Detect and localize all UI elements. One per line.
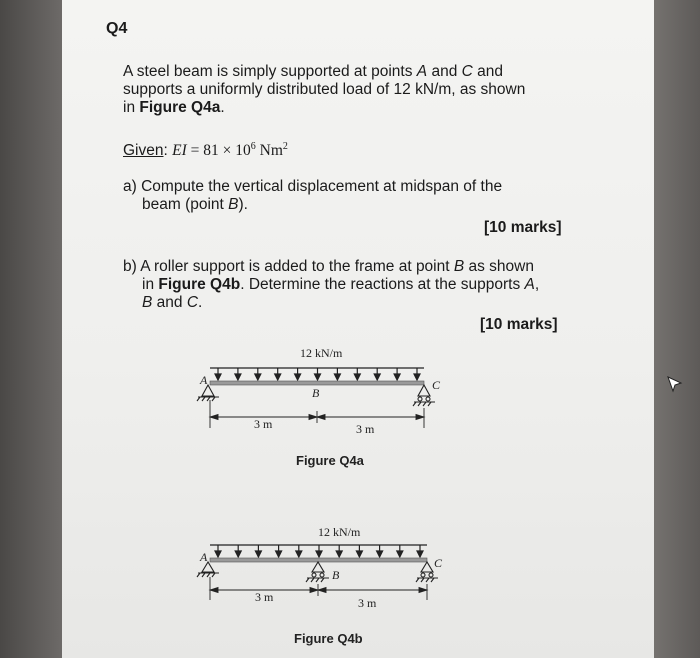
udl-arrows-a (210, 368, 424, 380)
roller-support-b (306, 562, 329, 582)
question-sheet (62, 0, 654, 658)
part-a-line-2: beam (point B). (142, 196, 248, 213)
caption-q4b: Figure Q4b (294, 631, 363, 646)
load-arrowhead (354, 374, 360, 380)
part-b-line-1: b) A roller support is added to the frame at point B as shown (123, 258, 534, 275)
load-arrowhead (295, 374, 301, 380)
load-arrowhead (296, 551, 302, 557)
dim-right-b: 3 m (358, 596, 377, 610)
label-c-a: C (432, 378, 441, 392)
intro-line-3: in Figure Q4a. (123, 99, 225, 116)
part-b-line-3: B and C. (142, 294, 203, 311)
load-arrowhead (215, 551, 221, 557)
dimension-line-b (210, 577, 427, 600)
part-b-marks: [10 marks] (480, 316, 558, 333)
load-arrowhead (235, 551, 241, 557)
question-label: Q4 (106, 20, 128, 37)
dim-left-b: 3 m (255, 590, 274, 604)
part-a-marks: [10 marks] (484, 219, 562, 236)
dim-right-a: 3 m (356, 422, 375, 436)
figure-q4a (62, 0, 654, 658)
load-arrowhead (255, 551, 261, 557)
label-a-a: A (200, 373, 208, 387)
part-a-line-1: a) Compute the vertical displacement at midspan of the (123, 178, 503, 195)
pin-support-a (197, 385, 219, 401)
label-c-b: C (434, 556, 443, 570)
load-arrowhead (215, 374, 221, 380)
part-b-line-2: in Figure Q4b. Determine the reactions at the supports A, (142, 276, 540, 293)
label-b-b: B (332, 568, 340, 582)
load-arrowhead (414, 374, 420, 380)
load-arrowhead (377, 551, 383, 557)
beam-a (210, 381, 424, 385)
intro-line-2: supports a uniformly distributed load of 12 kN/m, as shown (123, 81, 526, 98)
beam-b (210, 558, 427, 562)
mouse-pointer-icon (666, 375, 684, 393)
load-arrowhead (316, 551, 322, 557)
udl-arrows-b (210, 545, 427, 557)
load-label-a: 12 kN/m (300, 346, 343, 360)
given-line: Given: EI = $81 \times 10^6$ Nm$^2$ (123, 141, 288, 160)
intro-line-1: A steel beam is simply supported at points A and C and (123, 63, 503, 80)
load-arrowhead (315, 374, 321, 380)
load-arrowhead (334, 374, 340, 380)
dimension-line-a (210, 400, 424, 428)
load-arrowhead (356, 551, 362, 557)
load-arrowhead (235, 374, 241, 380)
background-right (654, 0, 700, 658)
load-arrowhead (374, 374, 380, 380)
load-arrowhead (276, 551, 282, 557)
load-label-b: 12 kN/m (318, 525, 361, 539)
load-arrowhead (397, 551, 403, 557)
label-b-a: B (312, 386, 320, 400)
load-arrowhead (336, 551, 342, 557)
load-arrowhead (394, 374, 400, 380)
load-arrowhead (275, 374, 281, 380)
load-arrowhead (255, 374, 261, 380)
caption-q4a: Figure Q4a (296, 453, 364, 468)
background-left (0, 0, 62, 658)
label-a-b: A (200, 550, 208, 564)
load-arrowhead (417, 551, 423, 557)
dim-left-a: 3 m (254, 417, 273, 431)
pin-support-a-b (197, 562, 219, 577)
